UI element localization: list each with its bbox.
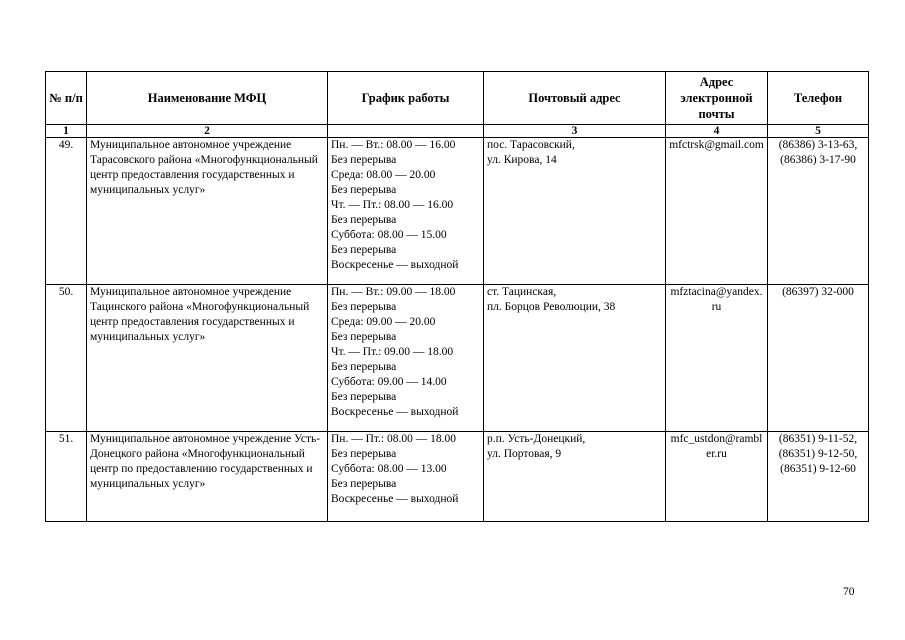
header-row: [46, 72, 869, 125]
schedule-line: Без перерыва: [331, 448, 397, 460]
schedule-line: Без перерыва: [331, 391, 397, 403]
schedule-cell: [328, 285, 484, 432]
column-number-empty: [328, 125, 484, 138]
address-line: ул. Портовая, 9: [487, 448, 562, 460]
schedule-line: Без перерыва: [331, 301, 397, 313]
schedule-line: Суббота: 09.00 — 14.00: [331, 376, 447, 388]
address-cell: [484, 432, 666, 522]
schedule-line: Среда: 08.00 — 20.00: [331, 169, 436, 181]
address-cell: [484, 138, 666, 285]
schedule-line: Без перерыва: [331, 214, 397, 226]
address-line: пл. Борцов Революции, 38: [487, 301, 616, 313]
email-cell: mfztacina@yandex.ru: [666, 285, 768, 432]
schedule-line: Без перерыва: [331, 361, 397, 373]
header-address: Почтовый адрес: [484, 72, 666, 125]
phone-cell: [768, 285, 869, 432]
address-cell: [484, 285, 666, 432]
schedule-line: Чт. — Пт.: 08.00 — 16.00: [331, 199, 454, 211]
mfc-name: Муниципальное автономное учреждение Усть-Донецкого района «Многофункциональный центр по предоставлению государственных и муниципальных услуг»: [87, 432, 328, 522]
phone-line: (86386) 3-13-63,: [778, 139, 858, 151]
column-number-1: 1: [46, 125, 87, 138]
schedule-line: Среда: 09.00 — 20.00: [331, 316, 436, 328]
header-phone: Телефон: [768, 72, 869, 125]
schedule-line: Пн. — Вт.: 08.00 — 16.00: [331, 139, 456, 151]
table-row: [46, 138, 869, 285]
schedule-line: Без перерыва: [331, 184, 397, 196]
schedule-line: Без перерыва: [331, 331, 397, 343]
schedule-line: Воскресенье — выходной: [331, 406, 459, 418]
table-row: [46, 432, 869, 522]
phone-line: (86351) 9-12-50,: [778, 448, 858, 460]
schedule-line: Чт. — Пт.: 09.00 — 18.00: [331, 346, 454, 358]
header-schedule: График работы: [328, 72, 484, 125]
schedule-line: Воскресенье — выходной: [331, 259, 459, 271]
header-name: Наименование МФЦ: [87, 72, 328, 125]
column-number-2: 2: [87, 125, 328, 138]
address-line: ст. Тацинская,: [487, 286, 557, 298]
schedule-line: Пн. — Пт.: 08.00 — 18.00: [331, 433, 456, 445]
schedule-line: Без перерыва: [331, 154, 397, 166]
row-number: 50.: [46, 285, 87, 432]
mfc-table: [45, 71, 869, 522]
schedule-cell: [328, 432, 484, 522]
address-line: ул. Кирова, 14: [487, 154, 557, 166]
column-number-row: [46, 125, 869, 138]
table-row: [46, 285, 869, 432]
schedule-line: Суббота: 08.00 — 15.00: [331, 229, 447, 241]
column-number-4: 4: [666, 125, 768, 138]
column-number-3: 3: [484, 125, 666, 138]
phone-cell: [768, 138, 869, 285]
schedule-line: Пн. — Вт.: 09.00 — 18.00: [331, 286, 456, 298]
mfc-name: Муниципальное автономное учреждение Тацинского района «Многофункциональный центр предоставления государственных и муниципальных услуг»: [87, 285, 328, 432]
address-line: пос. Тарасовский,: [487, 139, 575, 151]
header-no: № п/п: [46, 72, 87, 125]
phone-cell: [768, 432, 869, 522]
page-number: 70: [843, 586, 855, 598]
schedule-cell: [328, 138, 484, 285]
row-number: 49.: [46, 138, 87, 285]
schedule-line: Без перерыва: [331, 478, 397, 490]
phone-line: (86397) 32-000: [782, 286, 854, 298]
mfc-name: Муниципальное автономное учреждение Тарасовского района «Многофункциональный центр предоставления государственных и муниципальных услуг»: [87, 138, 328, 285]
schedule-line: Без перерыва: [331, 244, 397, 256]
schedule-line: Воскресенье — выходной: [331, 493, 459, 505]
column-number-5: 5: [768, 125, 869, 138]
phone-line: (86386) 3-17-90: [780, 154, 856, 166]
email-cell: mfctrsk@gmail.com: [666, 138, 768, 285]
row-number: 51.: [46, 432, 87, 522]
schedule-line: Суббота: 08.00 — 13.00: [331, 463, 447, 475]
header-email: Адрес электронной почты: [666, 72, 768, 125]
phone-line: (86351) 9-12-60: [780, 463, 856, 475]
phone-line: (86351) 9-11-52,: [778, 433, 858, 445]
email-cell: mfc_ustdon@rambler.ru: [666, 432, 768, 522]
address-line: р.п. Усть-Донецкий,: [487, 433, 586, 445]
